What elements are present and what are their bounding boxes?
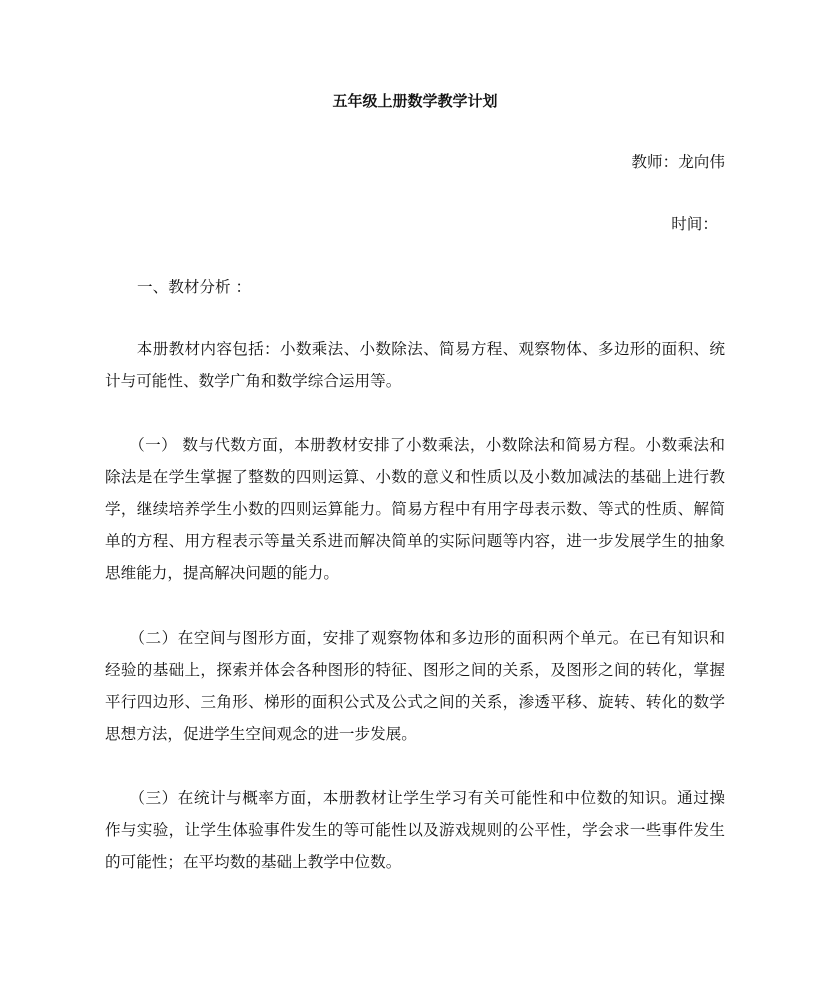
time-label: 时间： xyxy=(671,215,718,233)
paragraph-line: 平行四边形、三角形、梯形的面积公式及公式之间的关系，渗透平移、旋转、转化的数学 xyxy=(105,693,725,711)
paragraph-line: 本册教材内容包括：小数乘法、小数除法、简易方程、观察物体、多边形的面积、统 xyxy=(105,340,725,358)
paragraph-line: 思维能力，提高解决问题的能力。 xyxy=(105,564,339,582)
paragraph-line: （三）在统计与概率方面，本册教材让学生学习有关可能性和中位数的知识。通过操 xyxy=(105,789,725,807)
paragraph-line: 除法是在学生掌握了整数的四则运算、小数的意义和性质以及小数加减法的基础上进行教 xyxy=(105,468,725,486)
teacher-name: 教师：龙向伟 xyxy=(631,153,725,171)
paragraph-line: 学，继续培养学生小数的四则运算能力。简易方程中有用字母表示数、等式的性质、解简 xyxy=(105,500,725,518)
paragraph-line: 作与实验，让学生体验事件发生的等可能性以及游戏规则的公平性，学会求一些事件发生 xyxy=(105,821,725,839)
section-heading: 一、教材分析 ： xyxy=(137,278,252,296)
paragraph-line: 经验的基础上，探索并体会各种图形的特征、图形之间的关系，及图形之间的转化，掌握 xyxy=(105,661,725,679)
paragraph-line: 的可能性；在平均数的基础上教学中位数。 xyxy=(105,853,402,871)
paragraph-line: （一） 数与代数方面，本册教材安排了小数乘法，小数除法和简易方程。小数乘法和 xyxy=(105,436,725,454)
paragraph-line: 单的方程、用方程表示等量关系进而解决简单的实际问题等内容，进一步发展学生的抽象 xyxy=(105,532,725,550)
document-title: 五年级上册数学教学计划 xyxy=(332,92,498,110)
paragraph-line: （二）在空间与图形方面，安排了观察物体和多边形的面积两个单元。在已有知识和 xyxy=(105,629,725,647)
paragraph-line: 计与可能性、数学广角和数学综合运用等。 xyxy=(105,372,402,390)
paragraph-line: 思想方法，促进学生空间观念的进一步发展。 xyxy=(105,725,417,743)
